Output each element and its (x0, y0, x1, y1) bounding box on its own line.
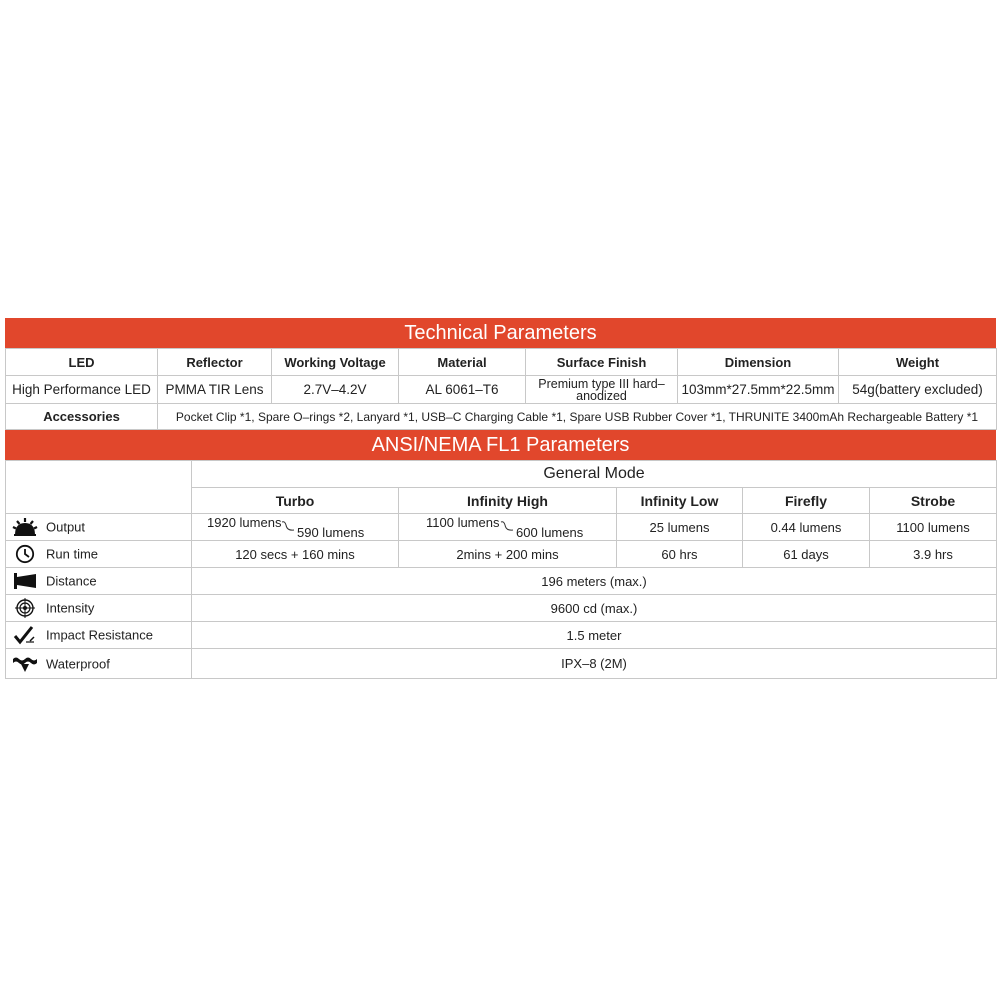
output-firefly: 0.44 lumens (743, 514, 870, 541)
step-down-icon (281, 520, 295, 532)
value-surface-finish: Premium type III hard–anodized (526, 376, 678, 404)
output-turbo-start: 1920 lumens (207, 515, 282, 530)
runtime-label: Run time (46, 546, 99, 562)
waterproof-label: Waterproof (46, 656, 110, 671)
intensity-value: 9600 cd (max.) (192, 595, 997, 622)
group-row (6, 461, 997, 488)
header-weight: Weight (839, 349, 997, 376)
output-row (6, 514, 997, 541)
header-material: Material (399, 349, 526, 376)
mode-infinity-high: Infinity High (399, 488, 617, 514)
value-led: High Performance LED (6, 376, 158, 404)
accessories-label: Accessories (6, 404, 158, 430)
output-strobe: 1100 lumens (870, 514, 997, 541)
header-led: LED (6, 349, 158, 376)
output-label: Output (46, 519, 86, 535)
runtime-infinity-high: 2mins + 200 mins (399, 541, 617, 568)
output-label-cell (6, 514, 192, 541)
impact-row (6, 622, 997, 649)
spec-sheet (5, 318, 996, 679)
general-mode-title: General Mode (192, 461, 997, 488)
header-surface-finish: Surface Finish (526, 349, 678, 376)
output-turbo-end: 590 lumens (297, 525, 365, 540)
waterproof-label-cell (6, 649, 192, 679)
intensity-label: Intensity (46, 600, 95, 616)
output-infinity-high (399, 514, 617, 541)
runtime-infinity-low: 60 hrs (617, 541, 743, 568)
impact-value: 1.5 meter (192, 622, 997, 649)
step-down-icon (500, 520, 514, 532)
intensity-row (6, 595, 997, 622)
distance-icon (12, 571, 38, 591)
value-dimension: 103mm*27.5mm*22.5mm (678, 376, 839, 404)
intensity-label-cell (6, 595, 192, 622)
distance-label: Distance (46, 573, 97, 589)
output-ih-start: 1100 lumens (426, 515, 500, 530)
technical-values-row (6, 376, 997, 404)
distance-row (6, 568, 997, 595)
runtime-turbo: 120 secs + 160 mins (192, 541, 399, 568)
accessories-row (6, 404, 997, 430)
water-icon (12, 654, 38, 674)
impact-label: Impact Resistance (46, 627, 153, 643)
distance-value: 196 meters (max.) (192, 568, 997, 595)
impact-label-cell (6, 622, 192, 649)
runtime-strobe: 3.9 hrs (870, 541, 997, 568)
value-weight: 54g(battery excluded) (839, 376, 997, 404)
value-working-voltage: 2.7V–4.2V (272, 376, 399, 404)
mode-infinity-low: Infinity Low (617, 488, 743, 514)
target-icon (12, 598, 38, 618)
mode-turbo: Turbo (192, 488, 399, 514)
value-material: AL 6061–T6 (399, 376, 526, 404)
output-infinity-low: 25 lumens (617, 514, 743, 541)
waterproof-row (6, 649, 997, 679)
output-icon (12, 517, 38, 537)
distance-label-cell (6, 568, 192, 595)
header-reflector: Reflector (158, 349, 272, 376)
clock-icon (12, 544, 38, 564)
technical-parameters-title: Technical Parameters (5, 318, 996, 348)
technical-header-row (6, 349, 997, 376)
runtime-label-cell (6, 541, 192, 568)
header-working-voltage: Working Voltage (272, 349, 399, 376)
value-reflector: PMMA TIR Lens (158, 376, 272, 404)
checkmark-icon (12, 625, 38, 645)
header-dimension: Dimension (678, 349, 839, 376)
output-ih-end: 600 lumens (516, 525, 584, 540)
output-turbo (192, 514, 399, 541)
ansi-parameters-title: ANSI/NEMA FL1 Parameters (5, 430, 996, 460)
ansi-table (5, 460, 997, 679)
runtime-firefly: 61 days (743, 541, 870, 568)
runtime-row (6, 541, 997, 568)
empty-corner (6, 461, 192, 514)
mode-firefly: Firefly (743, 488, 870, 514)
technical-table (5, 348, 997, 430)
waterproof-value: IPX–8 (2M) (192, 649, 997, 679)
accessories-value: Pocket Clip *1, Spare O–rings *2, Lanyard *1, USB–C Charging Cable *1, Spare USB Rubber Cover *1, THRUNITE 3400mAh Rechargeable Battery *1 (158, 404, 997, 430)
mode-strobe: Strobe (870, 488, 997, 514)
